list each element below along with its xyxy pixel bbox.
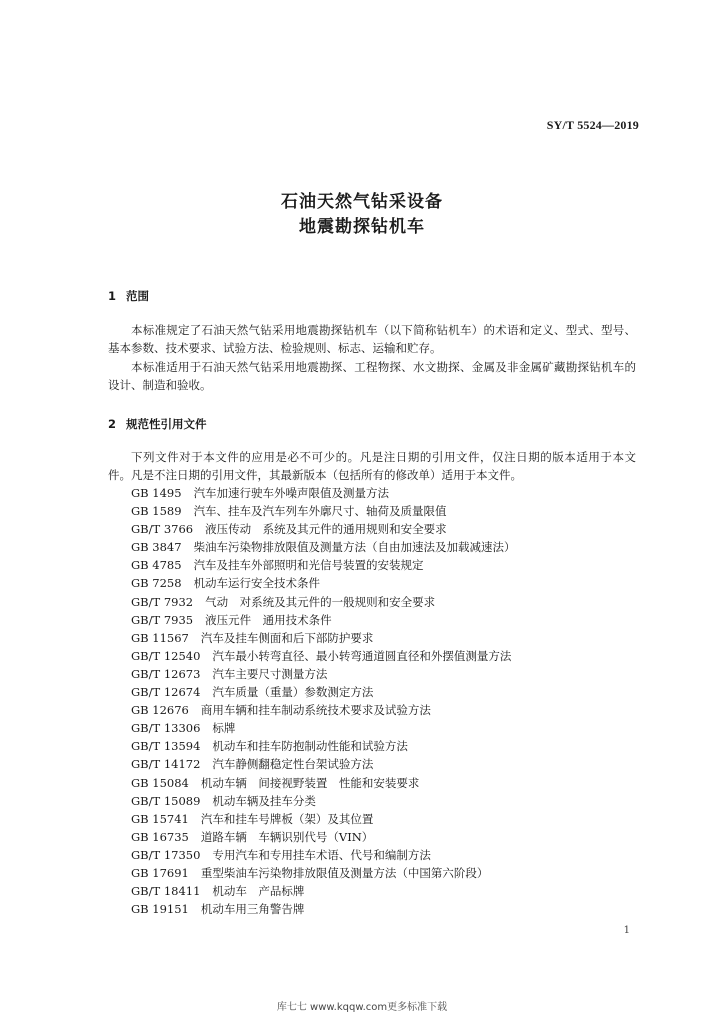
reference-item — [131, 502, 516, 520]
reference-code: GB 12676 — [131, 703, 189, 718]
reference-code: GB/T 12674 — [131, 685, 201, 700]
reference-title: 道路车辆 车辆识别代号（VIN） — [200, 829, 374, 844]
reference-item — [131, 574, 516, 592]
reference-code: GB 15084 — [131, 775, 189, 790]
reference-code: GB 1495 — [131, 486, 182, 500]
reference-code: GB/T 17350 — [131, 847, 201, 862]
reference-title: 汽车最小转弯直径、最小转弯通道圆直径和外摆值测量方法 — [212, 648, 512, 663]
section-number: 2 — [108, 417, 117, 431]
reference-list — [131, 484, 516, 918]
reference-code: GB/T 13594 — [131, 739, 201, 754]
reference-title: 汽车静侧翻稳定性台架试验方法 — [212, 757, 374, 772]
reference-title: 机动车运行安全技术条件 — [193, 576, 321, 591]
scope-paragraph-2: 本标准适用于石油天然气钻采用地震勘探、工程物探、水文勘探、金属及非金属矿藏勘探钻机车的设计、制造和验收。 — [108, 360, 636, 392]
reference-item — [131, 683, 516, 701]
reference-title: 商用车辆和挂车制动系统技术要求及试验方法 — [200, 703, 431, 718]
reference-code: GB/T 13306 — [131, 721, 201, 736]
section-heading-normative-references — [108, 416, 207, 432]
reference-code: GB 16735 — [131, 829, 189, 844]
reference-item — [131, 647, 516, 665]
reference-code: GB/T 18411 — [131, 884, 201, 899]
reference-title: 气动 对系统及其元件的一般规则和安全要求 — [205, 594, 436, 609]
reference-title: 汽车质量（重量）参数测定方法 — [212, 685, 374, 700]
reference-item — [131, 520, 516, 538]
standard-code: SY/T 5524—2019 — [546, 118, 639, 132]
reference-title: 专用汽车和专用挂车术语、代号和编制方法 — [212, 847, 431, 862]
reference-code: GB/T 12673 — [131, 666, 201, 681]
reference-code: GB 19151 — [131, 902, 189, 917]
reference-item — [131, 846, 516, 864]
reference-item — [131, 719, 516, 737]
reference-item — [131, 629, 516, 647]
reference-code: GB/T 3766 — [131, 522, 194, 537]
reference-title: 机动车用三角警告牌 — [200, 902, 305, 917]
reference-title: 标牌 — [212, 721, 236, 736]
footer-watermark-text: 库七七 www.kqqw.com更多标准下载 — [276, 1002, 448, 1013]
reference-code: GB 4785 — [131, 558, 182, 573]
page-number: 1 — [623, 925, 630, 936]
reference-title: 重型柴油车污染物排放限值及测量方法（中国第六阶段） — [200, 865, 489, 880]
reference-code: GB/T 14172 — [131, 757, 201, 772]
reference-item — [131, 774, 516, 792]
reference-title: 液压传动 系统及其元件的通用规则和安全要求 — [205, 522, 447, 537]
reference-code: GB/T 7935 — [131, 612, 194, 627]
reference-title: 机动车辆及挂车分类 — [212, 793, 316, 808]
reference-code: GB/T 15089 — [131, 793, 201, 808]
reference-title: 机动车和挂车防抱制动性能和试验方法 — [212, 739, 408, 754]
reference-item — [131, 701, 516, 719]
reference-item — [131, 882, 516, 900]
document-title-line-1: 石油天然气钻采设备 — [281, 192, 443, 212]
reference-title: 汽车及挂车侧面和后下部防护要求 — [200, 630, 374, 645]
reference-item — [131, 593, 516, 611]
reference-title: 汽车、挂车及汽车列车外廓尺寸、轴荷及质量限值 — [193, 504, 447, 519]
reference-title: 柴油车污染物排放限值及测量方法（自由加速法及加载减速法） — [193, 540, 516, 555]
section-number: 1 — [108, 289, 117, 303]
reference-item — [131, 900, 516, 918]
reference-code: GB 11567 — [131, 630, 189, 645]
reference-item — [131, 737, 516, 755]
reference-item — [131, 556, 516, 574]
reference-title: 机动车辆 间接视野装置 性能和安装要求 — [200, 775, 420, 790]
reference-title: 液压元件 通用技术条件 — [205, 612, 332, 627]
reference-code: GB 17691 — [131, 865, 189, 880]
reference-code: GB 15741 — [131, 811, 189, 826]
scope-paragraph-1: 本标准规定了石油天然气钻采用地震勘探钻机车（以下简称钻机车）的术语和定义、型式、型号、基本参数、技术要求、试验方法、检验规则、标志、运输和贮存。 — [108, 323, 636, 355]
reference-item — [131, 484, 516, 502]
reference-title: 汽车及挂车外部照明和光信号装置的安装规定 — [193, 558, 424, 573]
reference-item — [131, 828, 516, 846]
reference-item — [131, 538, 516, 556]
reference-item — [131, 755, 516, 773]
reference-title: 汽车加速行驶车外噪声限值及测量方法 — [193, 486, 390, 500]
reference-title: 汽车和挂车号牌板（架）及其位置 — [200, 811, 374, 826]
references-intro-paragraph: 下列文件对于本文件的应用是必不可少的。凡是注日期的引用文件，仅注日期的版本适用于本文件。凡是不注日期的引用文件，其最新版本（包括所有的修改单）适用于本文件。 — [108, 450, 636, 482]
reference-item — [131, 864, 516, 882]
reference-title: 汽车主要尺寸测量方法 — [212, 666, 328, 681]
section-heading-scope — [108, 288, 149, 304]
reference-code: GB 1589 — [131, 504, 182, 519]
reference-code: GB/T 7932 — [131, 594, 194, 609]
reference-code: GB 3847 — [131, 540, 182, 555]
document-title-line-2: 地震勘探钻机车 — [299, 217, 425, 237]
section-title: 规范性引用文件 — [126, 417, 207, 431]
section-title: 范围 — [126, 289, 149, 303]
reference-code: GB 7258 — [131, 576, 182, 591]
reference-code: GB/T 12540 — [131, 648, 201, 663]
reference-item — [131, 611, 516, 629]
reference-item — [131, 792, 516, 810]
reference-item — [131, 665, 516, 683]
reference-title: 机动车 产品标牌 — [212, 884, 305, 899]
reference-item — [131, 810, 516, 828]
